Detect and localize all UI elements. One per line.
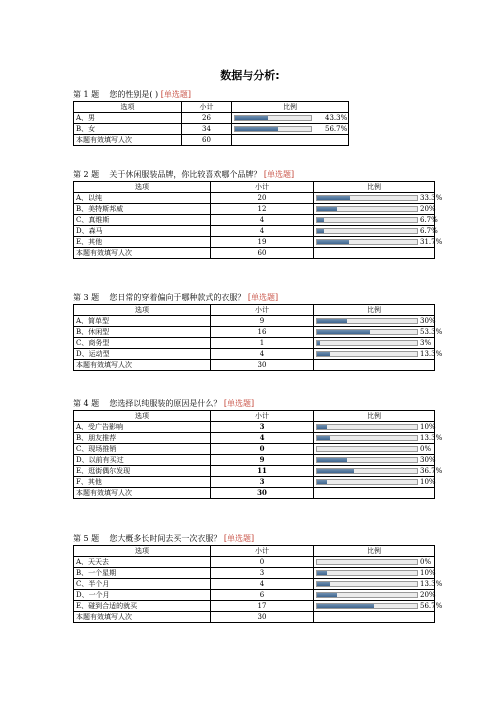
ratio-bar-fill: [317, 196, 350, 200]
header-row: [74, 102, 349, 113]
header-ratio: 比例: [314, 305, 435, 316]
total-ratio-empty: [314, 488, 435, 499]
table-row: [74, 422, 435, 433]
total-ratio-empty: [314, 360, 435, 371]
question-number: 第 3 题: [73, 293, 100, 302]
ratio-cell: [314, 601, 443, 612]
ratio-cell: [232, 124, 349, 135]
question-type-tag: [单选题]: [247, 293, 279, 302]
header-option: 选项: [74, 411, 211, 422]
ratio-cell: [314, 193, 443, 204]
option-label: A、男: [74, 113, 182, 124]
question-number: 第 1 题: [73, 90, 100, 99]
option-count: 9: [211, 455, 314, 466]
ratio-bar: [316, 239, 418, 245]
table-row: [74, 557, 435, 568]
ratio-bar-fill: [317, 571, 327, 575]
table-row: [74, 215, 435, 226]
header-ratio: 比例: [232, 102, 349, 113]
total-row: [74, 488, 435, 499]
option-label: D、森马: [74, 226, 211, 237]
ratio-cell: [314, 215, 438, 226]
question-header: [73, 169, 435, 181]
question-header: [73, 533, 435, 545]
ratio-bar-fill: [317, 469, 354, 473]
ratio-bar-fill: [317, 352, 330, 356]
ratio-percent: 13.3%: [420, 350, 443, 358]
option-count: 0: [211, 557, 314, 568]
ratio-bar: [234, 126, 312, 132]
result-table: [73, 410, 443, 499]
ratio-cell: [314, 444, 435, 455]
option-count: 26: [182, 113, 232, 124]
ratio-percent: 6.7%: [420, 216, 438, 224]
ratio-bar-fill: [317, 319, 347, 323]
option-label: D、以前有买过: [74, 455, 211, 466]
ratio-bar: [316, 351, 418, 357]
ratio-bar: [316, 468, 418, 474]
ratio-cell: [314, 557, 435, 568]
ratio-percent: 53.3%: [420, 328, 443, 336]
option-count: 4: [211, 215, 314, 226]
ratio-bar-fill: [317, 218, 324, 222]
total-row: [74, 135, 349, 146]
ratio-percent: 0%: [420, 558, 432, 566]
ratio-percent: 10%: [420, 423, 436, 431]
ratio-percent: 10%: [420, 569, 436, 577]
ratio-cell: [314, 237, 443, 248]
option-count: 4: [211, 349, 314, 360]
ratio-percent: 20%: [420, 205, 436, 213]
header-option: 选项: [74, 102, 182, 113]
option-count: 9: [211, 316, 314, 327]
total-ratio-empty: [314, 612, 435, 623]
ratio-cell: [314, 226, 438, 237]
ratio-bar: [316, 603, 418, 609]
question-text: 您的性别是( ): [109, 90, 159, 99]
question-block: [73, 398, 443, 499]
question-number: 第 2 题: [73, 170, 100, 179]
ratio-bar-fill: [317, 207, 337, 211]
ratio-percent: 0%: [420, 445, 432, 453]
table-row: [74, 444, 435, 455]
question-text: 您选择以纯服装的原因是什么？: [109, 399, 222, 408]
ratio-bar: [316, 581, 418, 587]
option-count: 4: [211, 579, 314, 590]
option-label: B、美特斯邦威: [74, 204, 211, 215]
ratio-percent: 13.3%: [420, 580, 443, 588]
option-label: D、运动型: [74, 349, 211, 360]
table-row: [74, 113, 349, 124]
table-row: [74, 237, 435, 248]
ratio-bar: [316, 340, 418, 346]
option-label: C、真维斯: [74, 215, 211, 226]
question-block: [73, 169, 443, 259]
option-count: 3: [211, 422, 314, 433]
option-label: A、以纯: [74, 193, 211, 204]
ratio-percent: 20%: [420, 591, 436, 599]
ratio-bar: [316, 206, 418, 212]
total-count: 60: [182, 135, 232, 146]
ratio-bar: [316, 435, 418, 441]
option-label: E、逛街偶尔发现: [74, 466, 211, 477]
table-row: [74, 590, 435, 601]
total-ratio-empty: [314, 248, 435, 259]
ratio-cell: [314, 422, 435, 433]
total-label: 本题有效填写人次: [74, 135, 182, 146]
question-type-tag: [单选题]: [160, 90, 191, 99]
ratio-bar-fill: [235, 127, 278, 131]
option-label: A、受广告影响: [74, 422, 211, 433]
question-header: [73, 89, 349, 101]
question-text: 关于休闲服装品牌，你比较喜欢哪个品牌？: [109, 170, 262, 179]
header-count: 小计: [182, 102, 232, 113]
question-block: [73, 292, 443, 371]
table-row: [74, 579, 435, 590]
ratio-cell: [232, 113, 349, 124]
table-row: [74, 338, 435, 349]
ratio-bar-fill: [317, 330, 370, 334]
ratio-bar-fill: [317, 604, 374, 608]
total-row: [74, 248, 435, 259]
table-row: [74, 316, 435, 327]
option-label: B、休闲型: [74, 327, 211, 338]
result-table: [73, 304, 443, 371]
header-row: [74, 305, 435, 316]
ratio-cell: [314, 455, 435, 466]
option-label: A、简单型: [74, 316, 211, 327]
total-count: 30: [211, 612, 314, 623]
option-count: 4: [211, 433, 314, 444]
total-label: 本题有效填写人次: [74, 612, 211, 623]
header-count: 小计: [211, 546, 314, 557]
header-count: 小计: [211, 411, 314, 422]
header-count: 小计: [211, 182, 314, 193]
option-label: B、一个星期: [74, 568, 211, 579]
ratio-cell: [314, 338, 435, 349]
table-row: [74, 568, 435, 579]
ratio-bar-fill: [317, 436, 330, 440]
question-header: [73, 398, 435, 410]
question-type-tag: [单选题]: [263, 170, 295, 179]
option-label: B、女: [74, 124, 182, 135]
option-label: E、其他: [74, 237, 211, 248]
option-count: 20: [211, 193, 314, 204]
table-row: [74, 601, 435, 612]
option-count: 11: [211, 466, 314, 477]
option-count: 4: [211, 226, 314, 237]
header-option: 选项: [74, 546, 211, 557]
ratio-bar: [316, 559, 418, 565]
option-label: D、一个月: [74, 590, 211, 601]
ratio-bar-fill: [317, 229, 324, 233]
option-count: 1: [211, 338, 314, 349]
ratio-bar: [316, 479, 418, 485]
ratio-bar: [316, 592, 418, 598]
ratio-bar: [316, 228, 418, 234]
ratio-bar: [316, 446, 418, 452]
option-label: C、现场推销: [74, 444, 211, 455]
total-count: 30: [211, 488, 314, 499]
total-count: 30: [211, 360, 314, 371]
header-ratio: 比例: [314, 411, 435, 422]
question-number: 第 5 题: [73, 534, 100, 543]
option-count: 0: [211, 444, 314, 455]
ratio-percent: 30%: [420, 317, 436, 325]
ratio-percent: 33.3%: [420, 194, 443, 202]
table-row: [74, 477, 435, 488]
header-option: 选项: [74, 305, 211, 316]
table-row: [74, 466, 435, 477]
header-ratio: 比例: [314, 546, 435, 557]
ratio-cell: [314, 349, 443, 360]
header-row: [74, 411, 435, 422]
option-count: 19: [211, 237, 314, 248]
ratio-bar-fill: [317, 341, 320, 345]
option-count: 6: [211, 590, 314, 601]
header-row: [74, 546, 435, 557]
total-row: [74, 360, 435, 371]
result-table: [73, 181, 443, 259]
ratio-bar-fill: [317, 593, 337, 597]
ratio-bar: [316, 570, 418, 576]
ratio-percent: 56.7%: [325, 125, 348, 133]
option-label: F、其他: [74, 477, 211, 488]
option-count: 34: [182, 124, 232, 135]
table-row: [74, 204, 435, 215]
header-option: 选项: [74, 182, 211, 193]
option-label: A、天天去: [74, 557, 211, 568]
ratio-bar: [316, 195, 418, 201]
page-title: 数据与分析:: [220, 69, 280, 82]
ratio-cell: [314, 568, 435, 579]
ratio-bar: [316, 329, 418, 335]
option-label: C、半个月: [74, 579, 211, 590]
table-row: [74, 124, 349, 135]
option-count: 12: [211, 204, 314, 215]
table-row: [74, 433, 435, 444]
table-row: [74, 349, 435, 360]
ratio-bar-fill: [235, 116, 268, 120]
ratio-percent: 6.7%: [420, 227, 438, 235]
question-text: 您日常的穿着偏向于哪种款式的衣服？: [109, 293, 246, 302]
question-type-tag: [单选题]: [223, 399, 255, 408]
question-block: [73, 533, 443, 623]
ratio-percent: 3%: [420, 339, 432, 347]
table-row: [74, 193, 435, 204]
ratio-bar-fill: [317, 480, 327, 484]
total-ratio-empty: [232, 135, 349, 146]
total-label: 本题有效填写人次: [74, 488, 211, 499]
question-number: 第 4 题: [73, 399, 100, 408]
ratio-percent: 36.7%: [420, 467, 443, 475]
ratio-cell: [314, 316, 435, 327]
question-type-tag: [单选题]: [223, 534, 255, 543]
option-label: E、碰到合适的就买: [74, 601, 211, 612]
option-count: 3: [211, 477, 314, 488]
question-block: [73, 89, 349, 146]
ratio-bar: [234, 115, 312, 121]
ratio-cell: [314, 204, 435, 215]
table-row: [74, 327, 435, 338]
ratio-percent: 31.7%: [420, 238, 443, 246]
option-count: 17: [211, 601, 314, 612]
table-row: [74, 455, 435, 466]
option-label: C、商务型: [74, 338, 211, 349]
header-count: 小计: [211, 305, 314, 316]
table-row: [74, 226, 435, 237]
ratio-cell: [314, 433, 443, 444]
ratio-bar: [316, 457, 418, 463]
total-row: [74, 612, 435, 623]
ratio-bar: [316, 217, 418, 223]
total-label: 本题有效填写人次: [74, 248, 211, 259]
ratio-percent: 10%: [420, 478, 436, 486]
header-ratio: 比例: [314, 182, 435, 193]
option-count: 16: [211, 327, 314, 338]
ratio-bar-fill: [317, 582, 330, 586]
ratio-percent: 13.3%: [420, 434, 443, 442]
ratio-bar: [316, 318, 418, 324]
ratio-cell: [314, 327, 443, 338]
ratio-bar-fill: [317, 240, 349, 244]
ratio-bar-fill: [317, 425, 327, 429]
ratio-percent: 30%: [420, 456, 436, 464]
header-row: [74, 182, 435, 193]
option-count: 3: [211, 568, 314, 579]
question-header: [73, 292, 435, 304]
total-count: 60: [211, 248, 314, 259]
ratio-cell: [314, 466, 443, 477]
ratio-bar-fill: [317, 458, 347, 462]
ratio-bar: [316, 424, 418, 430]
ratio-percent: 56.7%: [420, 602, 443, 610]
ratio-cell: [314, 590, 435, 601]
ratio-cell: [314, 477, 435, 488]
question-text: 您大概多长时间去买一次衣服？: [109, 534, 222, 543]
result-table: [73, 545, 443, 623]
option-label: B、朋友推荐: [74, 433, 211, 444]
ratio-percent: 43.3%: [325, 114, 348, 122]
ratio-cell: [314, 579, 443, 590]
result-table: [73, 101, 349, 146]
total-label: 本题有效填写人次: [74, 360, 211, 371]
